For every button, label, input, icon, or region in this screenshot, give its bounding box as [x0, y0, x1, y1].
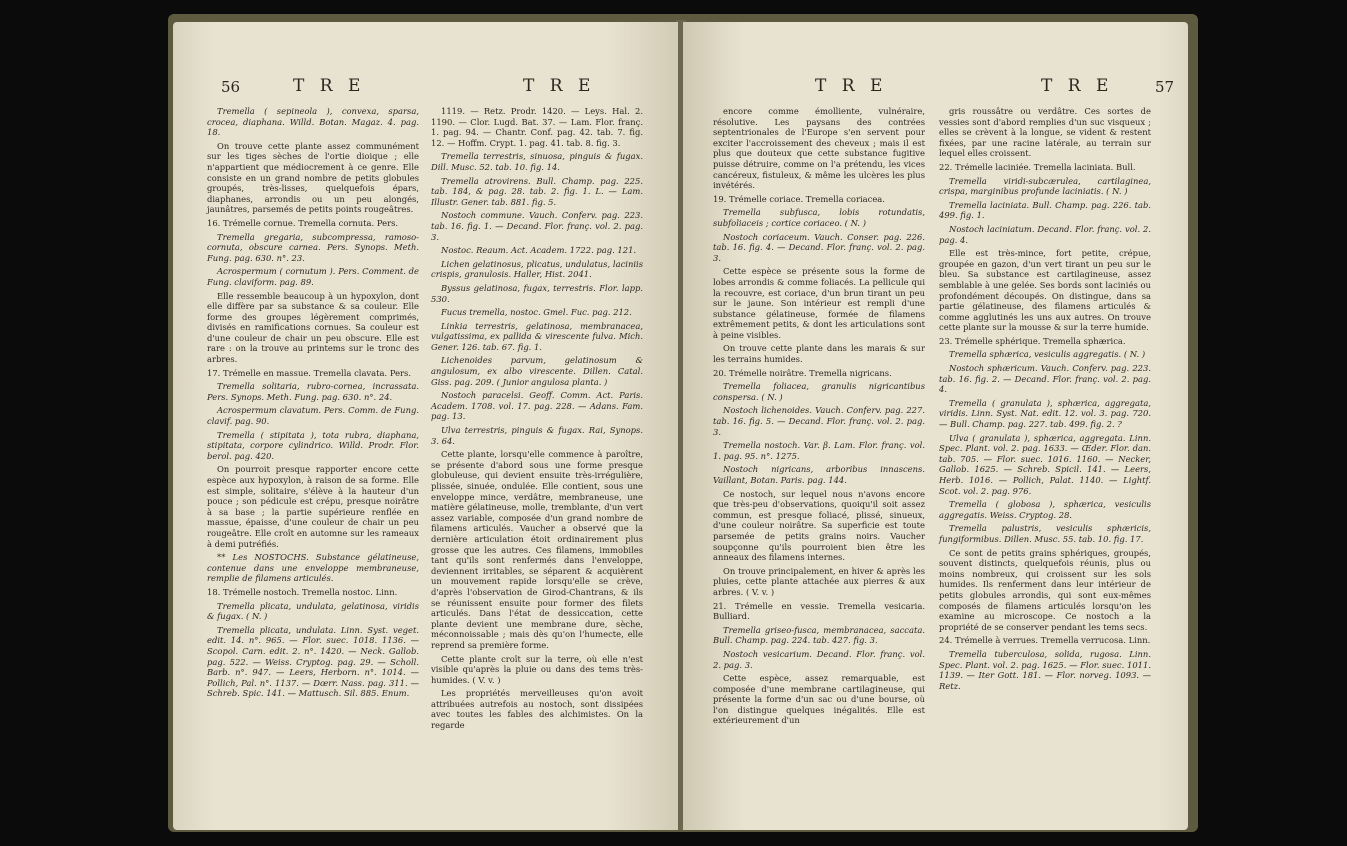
text-paragraph: Tremella viridi-subcærulea, cartilaginea, crispa, marginibus profunde laciniatis. ( N. ): [939, 175, 1151, 197]
text-paragraph: Cette espèce, assez remarquable, est composée d'une membrane cartilagineuse, qui présente la forme d'un sac ou d'une bourse, où l'on distingue quelques inégalités. Elle est extérieurement d'un: [713, 673, 925, 726]
right-page: [683, 22, 1188, 830]
text-paragraph: Les propriétés merveilleuses qu'on avoit attribuées autrefois au nostoch, sont dissipées avec toutes les fables des alchimistes. On la regarde: [431, 688, 643, 731]
left-page-column-2: [431, 106, 643, 734]
book: [168, 14, 1198, 832]
text-paragraph: Nostoch lichenoides. Vauch. Conferv. pag. 227. tab. 16. fig. 5. — Decand. Flor. franç. vol. 2. pag. 3.: [713, 405, 925, 437]
text-paragraph: Tremella laciniata. Bull. Champ. pag. 226. tab. 499. fig. 1.: [939, 199, 1151, 221]
left-page-header: [213, 76, 652, 102]
text-paragraph: Fucus tremella, nostoc. Gmel. Fuc. pag. 212.: [441, 307, 632, 318]
left-page-number: 56: [221, 78, 241, 96]
text-paragraph: Cette plante, lorsqu'elle commence à paroître, se présente d'abord sous une forme presque globuleuse, qui devient ensuite très-irrégulière, plissée, sinuée, ondulée. Elle contient, sous une enveloppe mince, verdâtre, membraneuse, une matière gélatineuse, molle, tremblante, d'un vert assez variable, composée d'un grand nombre de filamens articulés. Vaucher a observé que la dernière articulation étoit ordinairement plus grosse que les autres. Ces filamens, immobiles tant qu'ils sont renfermés dans l'enveloppe, deviennent irritables, se séparent & acquièrent un mouvement rapide lorsqu'elle se crève, d'après l'observation de Girod-Chantrans, & ils se réunissent ensuite pour former des filets articulés. Dans l'état de dessiccation, cette plante devient une membrane dure, sèche, méconnoissable ; mais dès qu'on l'humecte, elle reprend sa première forme.: [431, 449, 643, 650]
text-paragraph: Ce sont de petits grains sphériques, groupés, souvent distincts, quelquefois réunis, plus ou moins nombreux, qui croissent sur les sols humides. Ils renferment dans leur intérieur de petits globules arrondis, qui sont eux-mêmes composés de filamens articulés lorsqu'on les examine au microscope. Ce nostoch a la propriété de se conserver pendant les tems secs.: [939, 547, 1151, 632]
text-paragraph: Nostoch commune. Vauch. Conferv. pag. 223. tab. 16. fig. 1. — Decand. Flor. franç. vol. 2. pag. 3.: [431, 210, 643, 242]
text-paragraph: Cette plante croît sur la terre, où elle n'est visible qu'après la pluie ou dans des tems très-humides. ( V. v. ): [431, 653, 643, 685]
text-paragraph: Ulva ( granulata ), sphærica, aggregata. Linn. Spec. Plant. vol. 2. pag. 1633. — Œder. Flor. dan. tab. 705. — Flor. suec. 1016. 1160. — Necker, Gallob. 1625. — Schreb. Spicil. 141. — Leers, Herb. 1016. — Pollich, Palat. 1140. — Lightf. Scot. vol. 2. pag. 976.: [939, 432, 1151, 496]
text-paragraph: Nostoc. Reaum. Act. Academ. 1722. pag. 121.: [441, 245, 637, 256]
species-heading: 18. Trémelle nostoch. Tremella nostoc. Linn.: [207, 586, 398, 597]
right-page-header: [723, 76, 1175, 102]
text-paragraph: Nostoch vesicarium. Decand. Flor. franç. vol. 2. pag. 3.: [713, 648, 925, 670]
text-paragraph: Tremella tuberculosa, solida, rugosa. Linn. Spec. Plant. vol. 2. pag. 1625. — Flor. suec. 1011. 1139. — Iter Gott. 181. — Flor. norveg. 1093. — Retz.: [939, 648, 1151, 691]
text-paragraph: Cette espèce se présente sous la forme de lobes arrondis & comme foliacés. La pellicule qui la recouvre, est coriace, d'un brun tirant un peu sur le jaune. Son intérieur est rempli d'une substance gélatineuse, formée de filamens extrêmement petits, & dont les articulations sont à peine visibles.: [713, 266, 925, 340]
text-paragraph: Tremella subfusca, lobis rotundatis, subfoliaceis ; cortice coriaceo. ( N. ): [713, 207, 925, 228]
text-paragraph: 1119. — Retz. Prodr. 1420. — Leys. Hal. 2. 1190. — Clor. Lugd. Bat. 37. — Lam. Flor. franç. 1. pag. 94. — Chantr. Conf. pag. 42. tab. 7. fig. 12. — Hoffm. Crypt. 1. pag. 41. tab. 8. fig. 3.: [431, 106, 643, 148]
text-paragraph: Tremella foliacea, granulis nigricantibus conspersa. ( N. ): [713, 381, 925, 402]
species-heading: 16. Trémelle cornue. Tremella cornuta. Pers.: [207, 217, 399, 228]
text-paragraph: Tremella gregaria, subcompressa, ramoso-cornuta, obscure carnea. Pers. Synops. Meth. Fung. pag. 630. n°. 23.: [207, 231, 419, 263]
left-page: [173, 22, 678, 830]
text-paragraph: Nostoch coriaceum. Vauch. Conser. pag. 226. tab. 16. fig. 4. — Decand. Flor. franç. vol. 2. pag. 3.: [713, 231, 925, 263]
text-paragraph: encore comme émolliente, vulnéraire, résolutive. Les paysans des contrées septentrionales de l'Europe s'en servent pour exciter l'accroissement des cheveux ; mais il est plus que douteux que cette substance fugitive puisse détruire, comme on l'a prétendu, les vices cancéreux, fistuleux, & même les ulcères les plus invétérés.: [713, 106, 925, 191]
species-heading: 20. Trémelle noirâtre. Tremella nigricans.: [713, 367, 892, 378]
text-paragraph: Elle ressemble beaucoup à un hypoxylon, dont elle diffère par sa substance & sa couleur. Elle forme des groupes légèrement comprimés, divisés en ramifications cornues. Sa couleur est d'une couleur de chair un peu obscure. Elle est rare : on la trouve au printems sur le tronc des arbres.: [207, 290, 419, 365]
text-paragraph: Tremella ( sepineola ), convexa, sparsa, crocea, diaphana. Willd. Botan. Magaz. 4. pag. 18.: [207, 106, 419, 138]
text-paragraph: Tremella nostoch. Var. β. Lam. Flor. franç. vol. 1. pag. 95. n°. 1275.: [713, 440, 925, 461]
text-paragraph: Tremella palustris, vesiculis sphæricis, fungiformibus. Dillen. Musc. 55. tab. 10. fig. 17.: [939, 523, 1151, 544]
text-paragraph: Nostoch sphæricum. Vauch. Conferv. pag. 223. tab. 16. fig. 2. — Decand. Flor. franç. vol. 2. pag. 4.: [939, 363, 1151, 395]
text-paragraph: Acrospermum clavatum. Pers. Comm. de Fung. clavif. pag. 90.: [207, 405, 419, 427]
text-paragraph: Tremella sphærica, vesiculis aggregatis. ( N. ): [949, 349, 1146, 360]
text-paragraph: Tremella ( globosa ), sphærica, vesiculis aggregatis. Weiss. Cryptog. 28.: [939, 499, 1151, 520]
text-paragraph: Tremella plicata, undulata, gelatinosa, viridis & fugax. ( N. ): [207, 600, 419, 622]
right-page-number: 57: [1155, 78, 1175, 96]
text-paragraph: Lichenoides parvum, gelatinosum & angulosum, ex albo virescente. Dillen. Catal. Giss. pag. 209. ( Junior angulosa planta. ): [431, 355, 643, 387]
text-paragraph: On trouve principalement, en hiver & après les pluies, cette plante attachée aux pierres & aux arbres. ( V. v. ): [713, 565, 925, 597]
text-paragraph: Tremella plicata, undulata. Linn. Syst. veget. edit. 14. n°. 965. — Flor. suec. 1018. 1136. — Scopol. Carn. edit. 2. n°. 1420. — Neck. Gallob. pag. 522. — Weiss. Cryptog. pag. 29. — Scholl. Barb. n°. 947. — Leers, Herborn. n°. 1014. — Pollich, Pal. n°. 1137. — Dœrr. Nass. pag. 311. — Schreb. Spic. 141. — Mattusch. Sil. 885. Enum.: [207, 624, 419, 699]
text-paragraph: Ce nostoch, sur lequel nous n'avons encore que très-peu d'observations, quoiqu'il soit assez commun, est presque foliacé, plissé, sinueux, d'une couleur noirâtre. Sa superficie est toute parsemée de petits grains noirs. Vaucher soupçonne qu'ils pourroient bien être les anneaux des filamens internes.: [713, 488, 925, 563]
species-heading: 21. Trémelle en vessie. Tremella vesicaria. Bulliard.: [713, 600, 925, 622]
species-heading: 17. Trémelle en massue. Tremella clavata. Pers.: [207, 367, 412, 378]
text-paragraph: Tremella ( stipitata ), tota rubra, diaphana, stipitata, corpore cylindrico. Willd. Prodr. Flor. berol. pag. 420.: [207, 429, 419, 461]
text-paragraph: Linkia terrestris, gelatinosa, membranacea, vulgatissima, ex pallida & virescente fulva. Mich. Gener. 126. tab. 67. fig. 1.: [431, 320, 643, 352]
species-heading: 19. Trémelle coriace. Tremella coriacea.: [713, 193, 885, 204]
species-heading: 23. Trémelle sphérique. Tremella sphærica.: [939, 335, 1126, 346]
text-paragraph: Tremella solitaria, rubro-cornea, incrassata. Pers. Synops. Meth. Fung. pag. 630. n°. 24.: [207, 381, 419, 402]
species-heading: 22. Trémelle laciniée. Tremella laciniata. Bull.: [939, 161, 1136, 172]
text-paragraph: On trouve cette plante assez communément sur les tiges sèches de l'ortie dioique ; elle n'appartient que médiocrement à ce genre. Elle consiste en un grand nombre de petits globules groupés, très-lisses, quelquefois épars, diaphanes, arrondis ou un peu alongés, jaunâtres, parsemés de petits points rougeâtres.: [207, 140, 419, 215]
species-heading: 24. Trémelle à verrues. Tremella verrucosa. Linn.: [939, 635, 1151, 646]
text-paragraph: Lichen gelatinosus, plicatus, undulatus, laciniis crispis, granulosis. Haller, Hist. 2041.: [431, 258, 643, 280]
text-paragraph: Acrospermum ( cornutum ). Pers. Comment. de Fung. claviform. pag. 89.: [207, 266, 419, 287]
right-page-column-1: [713, 106, 925, 729]
text-paragraph: gris roussâtre ou verdâtre. Ces sortes de vessies sont d'abord remplies d'un suc visqueux ; elles se crèvent à la longue, se vident & restent fixées, par une racine latérale, au terrain sur lequel elles croissent.: [939, 106, 1151, 159]
section-heading: ** Les NOSTOCHS. Substance gélatineuse, contenue dans une enveloppe membraneuse, remplie de filamens articulés.: [207, 552, 419, 584]
right-running-head-outer: T R E: [1041, 76, 1114, 96]
text-paragraph: Nostoch laciniatum. Decand. Flor. franç. vol. 2. pag. 4.: [939, 223, 1151, 245]
text-paragraph: Byssus gelatinosa, fugax, terrestris. Flor. lapp. 530.: [431, 282, 643, 304]
left-running-head-inner: T R E: [523, 76, 596, 96]
text-paragraph: Tremella griseo-fusca, membranacea, saccata. Bull. Champ. pag. 224. tab. 427. fig. 3.: [713, 624, 925, 646]
text-paragraph: Ulva terrestris, pinguis & fugax. Rai, Synops. 3. 64.: [431, 425, 643, 446]
left-running-head-outer: T R E: [293, 76, 366, 96]
text-paragraph: Nostoch nigricans, arboribus innascens. Vaillant, Botan. Paris. pag. 144.: [713, 464, 925, 485]
text-paragraph: Elle est très-mince, fort petite, crépue, groupée en gazon, d'un vert tirant un peu sur le bleu. Sa substance est cartilagineuse, assez semblable à une gelée. Ses bords sont laciniés ou profondément découpés. On distingue, dans sa partie gélatineuse, des filamens articulés & comme agglutinés les uns aux autres. On trouve cette plante sur la mousse & sur la terre humide.: [939, 248, 1151, 333]
text-paragraph: Tremella terrestris, sinuosa, pinguis & fugax. Dill. Musc. 52. tab. 10. fig. 14.: [431, 151, 643, 172]
left-page-column-1: [207, 106, 419, 702]
right-page-column-2: [939, 106, 1151, 694]
text-paragraph: On pourroit presque rapporter encore cette espèce aux hypoxylon, à raison de sa forme. Elle est simple, solitaire, s'élève à la hauteur d'un pouce ; son pédicule est crépu, presque noirâtre à sa base ; la partie supérieure renflée en massue, épaisse, d'une couleur de chair un peu rougeâtre. Elle croît en automne sur les rameaux à demi putréfiés.: [207, 464, 419, 549]
right-running-head-inner: T R E: [815, 76, 888, 96]
text-paragraph: On trouve cette plante dans les marais & sur les terrains humides.: [713, 343, 925, 365]
text-paragraph: Tremella ( granulata ), sphærica, aggregata, viridis. Linn. Syst. Nat. edit. 12. vol. 3. pag. 720. — Bull. Champ. pag. 227. tab. 499. fig. 2. ?: [939, 397, 1151, 430]
text-paragraph: Nostoch paracelsi. Geoff. Comm. Act. Paris. Academ. 1708. vol. 17. pag. 228. — Adans. Fam. pag. 13.: [431, 390, 643, 422]
text-paragraph: Tremella atrovirens. Bull. Champ. pag. 225. tab. 184, & pag. 28. tab. 2. fig. 1. L. — Lam. Illustr. Gener. tab. 881. fig. 5.: [431, 175, 643, 207]
